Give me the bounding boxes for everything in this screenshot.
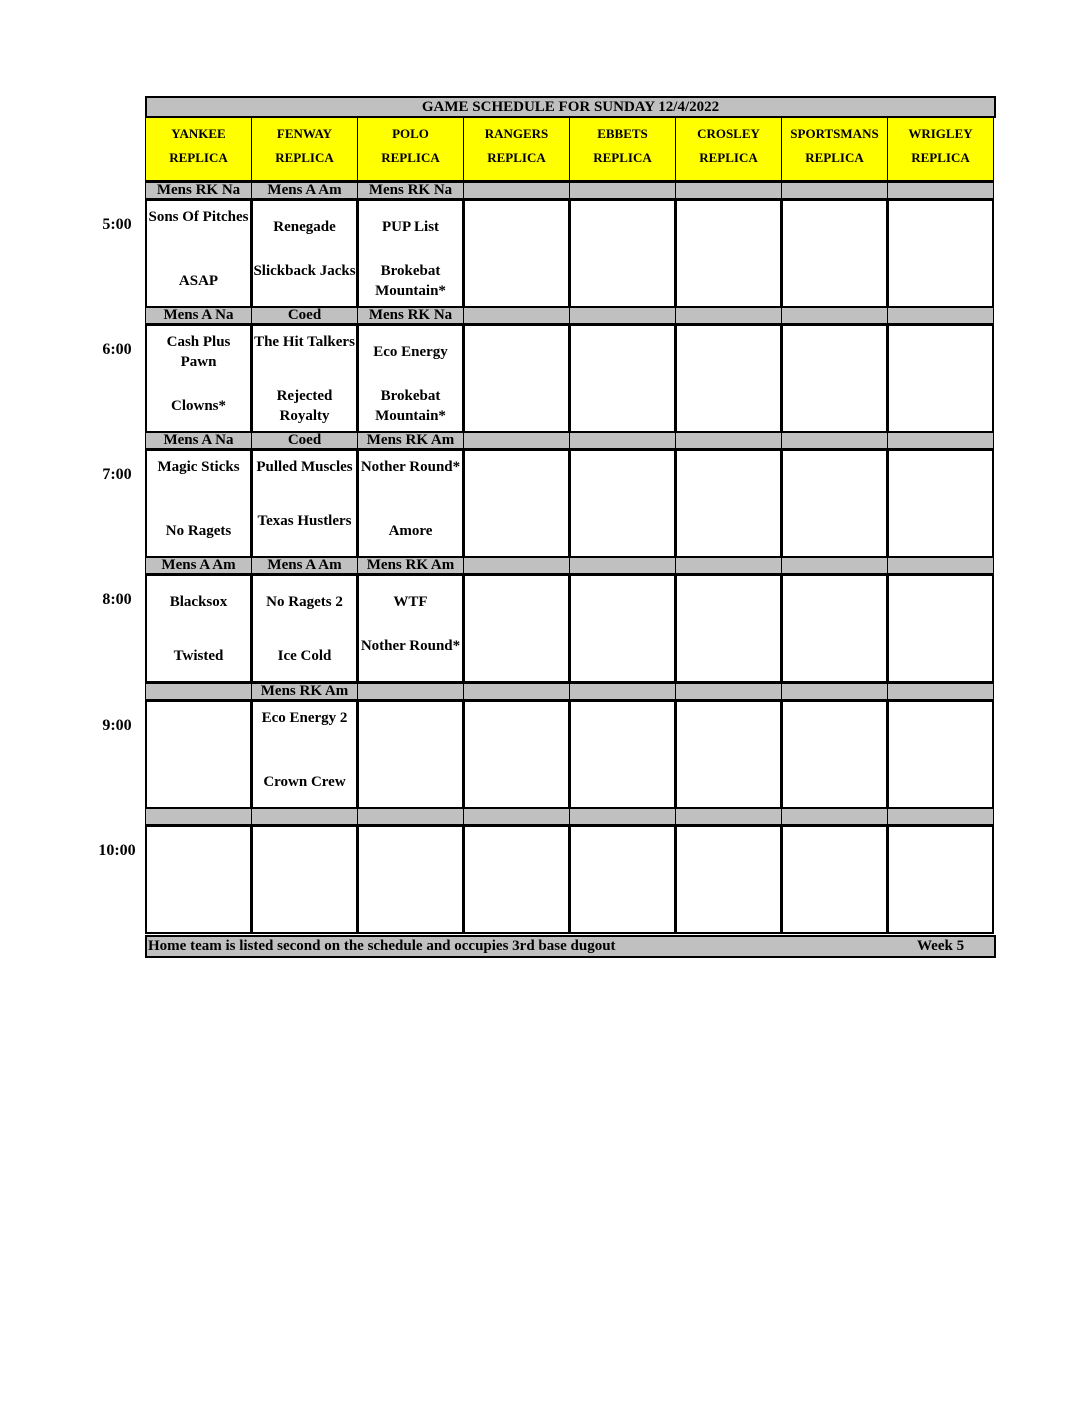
game-cell <box>357 574 464 683</box>
home-team: Clowns* <box>170 398 226 414</box>
field-name: EBBETS <box>597 126 648 141</box>
division-label <box>569 808 676 825</box>
division-label <box>887 307 994 324</box>
division-label: Mens A Am <box>251 557 358 574</box>
home-team: Crown Crew <box>263 774 346 790</box>
division-label: Mens RK Am <box>357 432 464 449</box>
game-cell <box>251 449 358 558</box>
division-label <box>675 182 782 199</box>
field-header-rangers <box>463 118 570 182</box>
game-cell <box>887 199 994 308</box>
division-label <box>675 307 782 324</box>
footer-bar <box>145 935 996 958</box>
game-cell <box>887 700 994 809</box>
game-cell <box>675 449 782 558</box>
game-cell <box>251 574 358 683</box>
game-cell <box>781 574 888 683</box>
time-label: 6:00 <box>102 341 132 358</box>
game-cell <box>357 199 464 308</box>
game-cell <box>887 449 994 558</box>
division-label <box>781 557 888 574</box>
home-team: Brokebat Mountain* <box>375 388 446 424</box>
division-label <box>145 808 252 825</box>
field-header-sportsmans <box>781 118 888 182</box>
home-team: Ice Cold <box>277 648 332 664</box>
week-label: Week 5 <box>917 938 965 954</box>
field-subtitle: REPLICA <box>487 150 546 165</box>
game-cell <box>145 700 252 809</box>
game-cell <box>569 825 676 934</box>
game-cell <box>145 199 252 308</box>
field-header-crosley <box>675 118 782 182</box>
footer-note: Home team is listed second on the schedule and occupies 3rd base dugout <box>148 938 616 954</box>
field-name: POLO <box>392 126 429 141</box>
game-cell <box>887 825 994 934</box>
game-cell <box>145 825 252 934</box>
game-cell <box>145 324 252 433</box>
game-cell <box>569 324 676 433</box>
home-team: No Ragets <box>165 523 232 539</box>
field-header-fenway <box>251 118 358 182</box>
game-cell <box>887 574 994 683</box>
game-cell <box>675 700 782 809</box>
game-cell <box>781 700 888 809</box>
time-label: 8:00 <box>102 591 132 608</box>
division-label <box>569 182 676 199</box>
game-cell <box>569 449 676 558</box>
division-label: Coed <box>251 307 358 324</box>
division-label <box>887 683 994 700</box>
field-subtitle: REPLICA <box>805 150 864 165</box>
game-cell <box>781 825 888 934</box>
division-label <box>569 307 676 324</box>
division-label: Mens A Am <box>145 557 252 574</box>
game-cell <box>463 574 570 683</box>
away-team: PUP List <box>381 219 440 235</box>
away-team: Pulled Muscles <box>256 459 353 475</box>
away-team: WTF <box>393 594 428 610</box>
division-label <box>463 808 570 825</box>
game-cell <box>463 199 570 308</box>
division-label: Mens RK Am <box>251 683 358 700</box>
field-name: WRIGLEY <box>908 126 973 141</box>
home-team: Brokebat Mountain* <box>375 263 446 299</box>
home-team: Slickback Jacks <box>253 263 356 279</box>
away-team: Eco Energy <box>373 344 448 360</box>
time-label: 5:00 <box>102 216 132 233</box>
away-team: No Ragets 2 <box>266 594 343 610</box>
division-label <box>463 432 570 449</box>
game-cell <box>251 700 358 809</box>
time-label: 7:00 <box>102 466 132 483</box>
field-subtitle: REPLICA <box>275 150 334 165</box>
division-label <box>887 182 994 199</box>
field-subtitle: REPLICA <box>381 150 440 165</box>
home-team: Amore <box>388 523 433 539</box>
division-label <box>357 808 464 825</box>
game-cell <box>357 700 464 809</box>
division-label <box>145 683 252 700</box>
game-cell <box>887 324 994 433</box>
field-name: YANKEE <box>171 126 226 141</box>
division-label <box>887 808 994 825</box>
field-header-yankee <box>145 118 252 182</box>
division-label: Mens RK Na <box>357 307 464 324</box>
division-label <box>463 307 570 324</box>
division-label <box>569 432 676 449</box>
division-label <box>887 432 994 449</box>
away-team: Cash Plus Pawn <box>166 334 231 370</box>
time-label: 10:00 <box>98 842 136 859</box>
division-label: Mens A Am <box>251 182 358 199</box>
game-cell <box>251 825 358 934</box>
game-cell <box>569 199 676 308</box>
field-name: RANGERS <box>484 126 549 141</box>
division-label: Mens RK Am <box>357 557 464 574</box>
away-team: Renegade <box>273 219 336 235</box>
division-label <box>675 557 782 574</box>
game-cell <box>357 324 464 433</box>
away-team: Nother Round* <box>360 459 461 475</box>
field-subtitle: REPLICA <box>593 150 652 165</box>
field-subtitle: REPLICA <box>699 150 758 165</box>
game-cell <box>781 324 888 433</box>
game-cell <box>569 574 676 683</box>
division-label <box>251 808 358 825</box>
away-team: Magic Sticks <box>157 459 240 475</box>
division-label: Mens A Na <box>145 307 252 324</box>
game-cell <box>463 449 570 558</box>
time-label: 9:00 <box>102 717 132 734</box>
away-team: Eco Energy 2 <box>261 710 348 726</box>
division-label <box>463 182 570 199</box>
field-header-wrigley <box>887 118 994 182</box>
away-team: The Hit Talkers <box>254 334 355 350</box>
division-label: Mens RK Na <box>145 182 252 199</box>
field-header-polo <box>357 118 464 182</box>
division-label <box>675 432 782 449</box>
game-cell <box>357 825 464 934</box>
field-name: SPORTSMANS <box>790 126 879 141</box>
game-cell <box>145 574 252 683</box>
game-cell <box>781 199 888 308</box>
division-label: Coed <box>251 432 358 449</box>
home-team: Texas Hustlers <box>257 513 352 529</box>
division-label <box>781 432 888 449</box>
game-cell <box>463 825 570 934</box>
division-label <box>463 557 570 574</box>
field-name: FENWAY <box>276 126 333 141</box>
game-cell <box>569 700 676 809</box>
division-label <box>887 557 994 574</box>
home-team: Twisted <box>173 648 224 664</box>
division-label <box>675 683 782 700</box>
division-label <box>463 683 570 700</box>
game-cell <box>251 324 358 433</box>
game-cell <box>251 199 358 308</box>
division-label: Mens A Na <box>145 432 252 449</box>
field-header-ebbets <box>569 118 676 182</box>
division-label: Mens RK Na <box>357 182 464 199</box>
schedule-title: GAME SCHEDULE FOR SUNDAY 12/4/2022 <box>145 96 996 118</box>
away-team: Blacksox <box>169 594 228 610</box>
home-team: ASAP <box>178 273 219 289</box>
game-cell <box>675 199 782 308</box>
game-cell <box>781 449 888 558</box>
division-label <box>781 182 888 199</box>
game-cell <box>463 700 570 809</box>
game-cell <box>675 825 782 934</box>
division-label <box>569 557 676 574</box>
field-subtitle: REPLICA <box>911 150 970 165</box>
home-team: Nother Round* <box>360 638 461 654</box>
away-team: Sons Of Pitches <box>148 209 249 225</box>
division-label <box>675 808 782 825</box>
division-label <box>781 683 888 700</box>
game-cell <box>145 449 252 558</box>
division-label <box>357 683 464 700</box>
field-name: CROSLEY <box>697 126 760 141</box>
game-cell <box>357 449 464 558</box>
division-label <box>569 683 676 700</box>
game-cell <box>675 324 782 433</box>
division-label <box>781 307 888 324</box>
division-label <box>781 808 888 825</box>
field-subtitle: REPLICA <box>169 150 228 165</box>
home-team: Rejected Royalty <box>276 388 333 424</box>
game-cell <box>675 574 782 683</box>
game-cell <box>463 324 570 433</box>
